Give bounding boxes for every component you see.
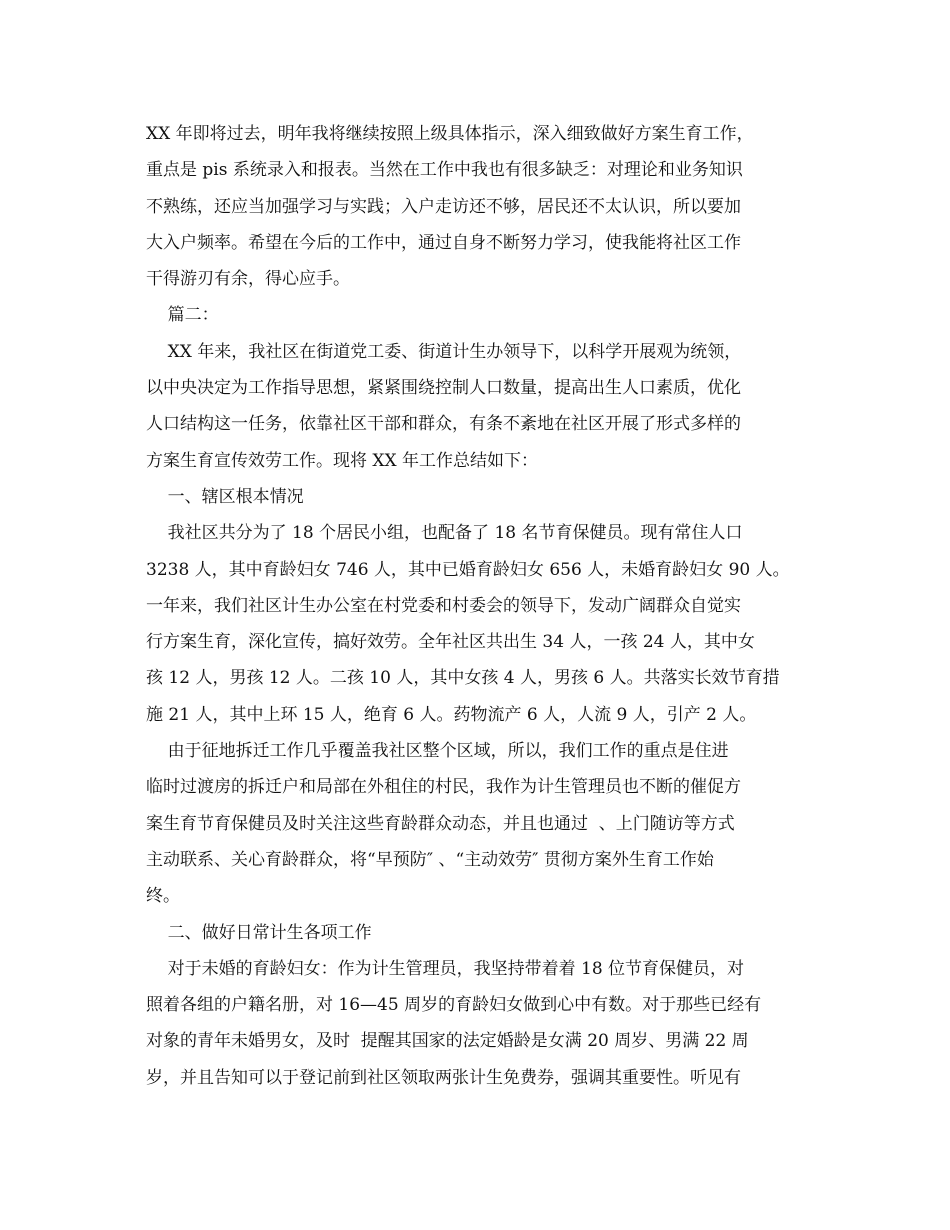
text-line: 施 21 人，其中上环 15 人，绝育 6 人。药物流产 6 人，人流 9 人，引产 2 人。 — [146, 704, 757, 725]
text-line: 人口结构这一任务，依靠社区干部和群众，有条不紊地在社区开展了形式多样的 — [146, 414, 741, 435]
text-line: 不熟练，还应当加强学习与实践；入户走访还不够，居民还不太认识，所以要加 — [146, 196, 741, 217]
text-line: 孩 12 人，男孩 12 人。二孩 10 人，其中女孩 4 人，男孩 6 人。共落实长效节育措 — [146, 668, 780, 689]
section-heading: 一、辖区根本情况 — [146, 486, 304, 507]
text-line: 以中央决定为工作指导思想，紧紧围绕控制人口数量，提高出生人口素质，优化 — [146, 378, 741, 399]
text-line: 我社区共分为了 18 个居民小组，也配备了 18 名节育保健员。现有常住人口 — [146, 523, 743, 544]
text-line: 主动联系、关心育龄群众，将“早预防″ 、“主动效劳″ 贯彻方案外生育工作始 — [146, 849, 714, 870]
text-line: 照着各组的户籍名册，对 16—45 周岁的育龄妇女做到心中有数。对于那些已经有 — [146, 995, 762, 1016]
text-line: 由于征地拆迁工作几乎覆盖我社区整个区域，所以，我们工作的重点是住进 — [146, 741, 729, 762]
text-line: 重点是 pis 系统录入和报表。当然在工作中我也有很多缺乏：对理论和业务知识 — [146, 160, 743, 181]
text-line: 对象的青年未婚男女，及时 提醒其国家的法定婚龄是女满 20 周岁、男满 22 周 — [146, 1031, 749, 1052]
text-line: 3238 人，其中育龄妇女 746 人，其中已婚育龄妇女 656 人，未婚育龄妇女 90 人。 — [146, 559, 790, 580]
document-body — [146, 116, 806, 1096]
text-line: 案生育节育保健员及时关注这些育龄群众动态，并且也通过 、上门随访等方式 — [146, 813, 735, 834]
section-heading: 篇二： — [146, 305, 219, 326]
text-line: 岁，并且告知可以于登记前到社区领取两张计生免费券，强调其重要性。听见有 — [146, 1067, 741, 1088]
text-line: 方案生育宣传效劳工作。现将 XX 年工作总结如下： — [146, 450, 539, 471]
text-line: 临时过渡房的拆迁户和局部在外租住的村民，我作为计生管理员也不断的催促方 — [146, 777, 741, 798]
section-heading: 二、做好日常计生各项工作 — [146, 922, 372, 943]
text-line: 一年来，我们社区计生办公室在村党委和村委会的领导下，发动广阔群众自觉实 — [146, 595, 741, 616]
text-line: 终。 — [146, 886, 180, 907]
text-line: 行方案生育，深化宣传，搞好效劳。全年社区共出生 34 人，一孩 24 人，其中女 — [146, 632, 755, 653]
text-line: 干得游刃有余，得心应手。 — [146, 269, 350, 290]
text-line: XX 年即将过去，明年我将继续按照上级具体指示，深入细致做好方案生育工作， — [146, 124, 754, 144]
text-line: XX 年来，我社区在街道党工委、街道计生办领导下，以科学开展观为统领， — [146, 341, 742, 362]
text-line: 对于未婚的育龄妇女：作为计生管理员，我坚持带着着 18 位节育保健员，对 — [146, 958, 745, 979]
text-line: 大入户频率。希望在今后的工作中，通过自身不断努力学习，使我能将社区工作 — [146, 232, 741, 253]
